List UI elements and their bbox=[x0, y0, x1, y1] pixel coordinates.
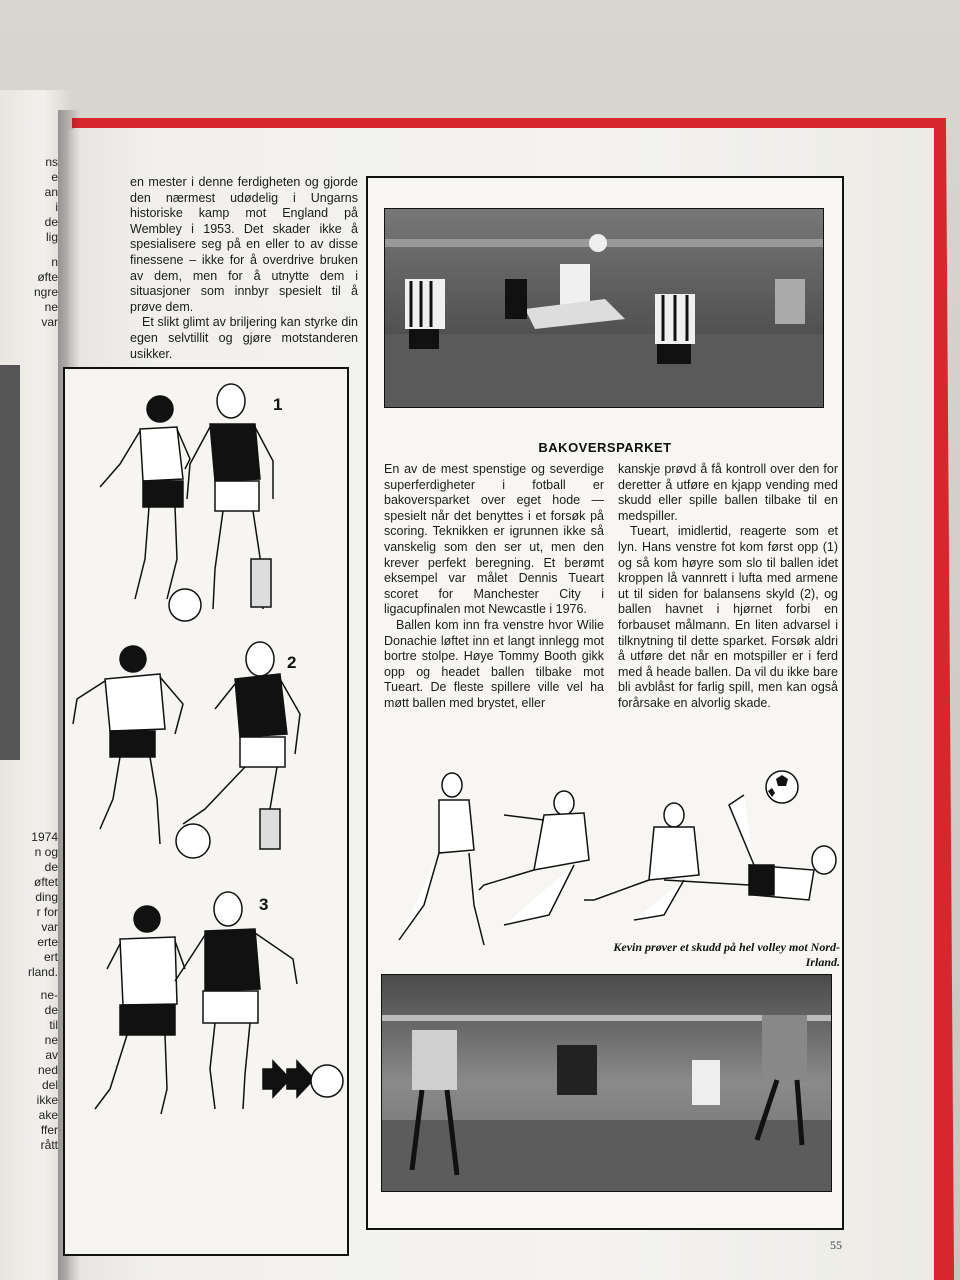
top-match-photo bbox=[384, 208, 824, 408]
left-page-text-bottom: 1974 n og de øftet ding r for var erte ert rland. ne- de til ne av ned del ikke ake ffer rått bbox=[27, 830, 58, 1152]
feature-col1-paragraph-2: Ballen kom inn fra venstre hvor Wilie Donachie løftet inn et langt innlegg mot bortre stolpe. Høye Tommy Booth gikk opp og headet ballen tilbake mot Tueart. De fleste spillere ville vel ha møtt ballen med brystet, eller bbox=[384, 617, 604, 710]
photo-caption: Kevin prøver et skudd på hel volley mot Nord-Irland. bbox=[613, 940, 840, 969]
feature-column-2 bbox=[618, 462, 838, 712]
drill-illustration-frame bbox=[63, 367, 349, 1256]
step-number-2: 2 bbox=[287, 653, 297, 672]
left-page-text-top: ns e an i de lig n øfte ngre ne var bbox=[33, 155, 58, 329]
feature-col2-paragraph-2: Tueart, imidlertid, reagerte som et lyn. Hans venstre fot kom først opp (1) og så kom høyre som slo til ballen idet kroppen lå vannrett i lufta med armene ut til siden for balansens skyld (2), og ballen havnet i hjørnet forbi en forbauset målmann. En liten advarsel i tilknytning til dette sparket. Forsøk aldri å utføre det når en motspiller er i ferd med å heade ballen. Da vil du ikke bare bli avblåst for farlig spill, men kan også forårsake en alvorlig skade. bbox=[618, 524, 838, 710]
bottom-match-photo bbox=[381, 974, 832, 1192]
step-3-figures bbox=[95, 892, 343, 1114]
intro-text bbox=[130, 175, 358, 362]
drill-illustration bbox=[65, 369, 347, 1254]
intro-paragraph-1: en mester i denne ferdigheten og gjorde den nærmest udødelig i Ungarns historiske kamp mot England på Wembley i 1953. Det skader ikke å spesialisere seg på en eller to av disse finessene – ikke for å overdrive bruken av dem, men for å utnytte dem i situasjoner som innbyr spesielt til å prøve dem. bbox=[130, 175, 358, 314]
step-number-1: 1 bbox=[273, 395, 283, 414]
intro-paragraph-2: Et slikt glimt av briljering kan styrke din egen selvtillit og gjøre motstanderen usikker. bbox=[130, 315, 358, 361]
left-page-photo-fragment bbox=[0, 365, 20, 760]
feature-col2-paragraph-1: kanskje prøvd å få kontroll over den for deretter å utføre en kjapp vending med skudd eller spille ballen tilbake til en medspiller. bbox=[618, 462, 838, 523]
page-number: 55 bbox=[830, 1238, 842, 1252]
feature-heading: BAKOVERSPARKET bbox=[538, 440, 672, 455]
step-2-figures bbox=[73, 642, 300, 858]
feature-col1-paragraph-1: En av de mest spenstige og severdige superferdigheter i fotball er bakoversparket over eget hode — spesielt når det benyttes i et forsøk på scoring. Teknikken er igrunnen ikke så vanskelig som den ser ut, men den krever perfekt beregning. Et berømt eksempel var målet Dennis Tueart scoret for Manchester City i ligacupfinalen mot Newcastle i 1976. bbox=[384, 462, 604, 617]
step-number-3: 3 bbox=[259, 895, 269, 914]
feature-column-1 bbox=[384, 462, 604, 712]
bicycle-kick-sequence-illustration bbox=[384, 765, 844, 955]
step-1-figures bbox=[100, 384, 273, 621]
